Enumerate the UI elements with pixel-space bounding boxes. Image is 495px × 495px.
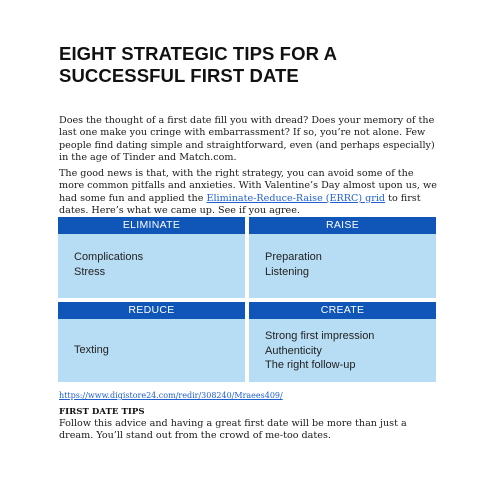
good-news-paragraph	[59, 168, 441, 218]
tips-paragraph: Follow this advice and having a great first date will be more than just a dream. You’ll stand out from the crowd of me-too dates.	[59, 418, 407, 442]
good-news-text-after: to first dates. Here’s what we came up. See if you agree.	[59, 192, 421, 217]
reduce-quadrant	[58, 302, 245, 382]
reduce-body	[58, 319, 245, 382]
good-news-text-before: The good news is that, with the right strategy, you can avoid some of the more common pitfalls and anxieties. With Valentine’s Day almost upon us, we had some fun and applied the	[59, 168, 437, 204]
eliminate-quadrant	[58, 217, 245, 298]
raise-item: Preparation	[265, 251, 322, 263]
eliminate-item: Complications	[74, 251, 144, 263]
create-header: CREATE	[249, 302, 436, 319]
raise-body	[249, 234, 436, 298]
create-item: Authenticity	[265, 344, 322, 357]
eliminate-item: Stress	[74, 265, 106, 278]
raise-header: RAISE	[249, 217, 436, 234]
tips-heading: FIRST DATE TIPS	[59, 407, 145, 417]
page-title: EIGHT STRATEGIC TIPS FOR A SUCCESSFUL FIRST DATE	[59, 43, 337, 86]
raise-item: Listening	[265, 265, 310, 278]
errc-grid	[58, 217, 436, 382]
create-quadrant	[249, 302, 436, 382]
raise-quadrant	[249, 217, 436, 298]
reduce-item: Texting	[74, 344, 109, 356]
eliminate-body	[58, 234, 245, 298]
eliminate-header: ELIMINATE	[58, 217, 245, 234]
create-body	[249, 319, 436, 382]
create-item: The right follow-up	[265, 359, 356, 371]
errc-grid-link[interactable]: Eliminate-Reduce-Raise (ERRC) grid	[206, 192, 386, 204]
affiliate-url-link[interactable]: https://www.digistore24.com/redir/308240/Mraees409/	[59, 391, 283, 400]
intro-paragraph: Does the thought of a first date fill you with dread? Does your memory of the last one make you cringe with embarrassment? If so, you’re not alone. Few people find dating simple and straightforward, even (and perhaps especially) in the age of Tinder and Match.com.	[59, 115, 435, 164]
create-item: Strong first impression	[265, 330, 375, 342]
reduce-header: REDUCE	[58, 302, 245, 319]
